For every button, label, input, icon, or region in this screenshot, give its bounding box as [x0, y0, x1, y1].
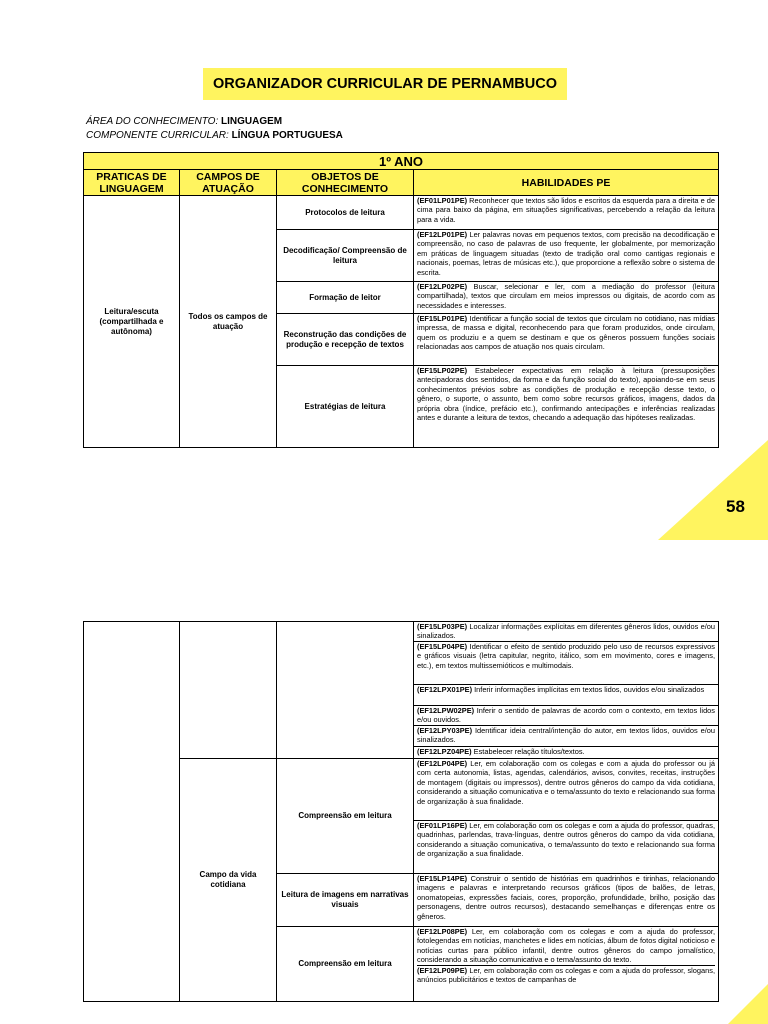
skill-text: Inferir informações implícitas em textos lidos, ouvidos e/ou sinalizados — [472, 685, 705, 694]
object-cell: Compreensão em leitura — [277, 759, 414, 874]
skill-text: Ler, em colaboração com os colegas e com a ajuda do professor, slogans, anúncios publicitários e textos de campanhas de — [417, 965, 715, 985]
field-cell: Todos os campos de atuação — [180, 196, 277, 448]
skill-code: (EF12LP01PE) — [417, 230, 468, 239]
skill-text: Ler, em colaboração com os colegas e com a ajuda do professor ou já com certa autonomia, listas, agendas, calendários, avisos, convites, receitas, instruções de montagem (digitais ou impressos), dentre outros gêneros do campo da vida cotidiana, considerando a situação comunicativa e o tema/assunto do texto e relacionando sua forma de organização à sua finalidade. — [417, 759, 715, 806]
skill-cell — [414, 821, 719, 874]
skill-cell — [414, 366, 719, 448]
skill-code: (EF15LP04PE) — [417, 642, 468, 651]
skill-cell — [414, 230, 719, 282]
skill-code: (EF12LPY03PE) — [417, 726, 473, 735]
object-cell: Reconstrução das condições de produção e recepção de textos — [277, 314, 414, 366]
page-number: 58 — [726, 497, 745, 516]
skill-code: (EF12LP08PE) — [417, 927, 468, 936]
skill-cell — [414, 622, 719, 642]
skill-cell — [414, 759, 719, 821]
skill-text: Identificar ideia central/intenção do autor, em textos lidos, ouvidos e/ou sinalizados. — [417, 726, 715, 745]
skill-text: Reconhecer que textos são lidos e escritos da esquerda para a direita e de cima para baixo da página, em situações significativas, percebendo a relação da leitura para a vida. — [417, 196, 715, 224]
skill-text: Inferir o sentido de palavras de acordo com o contexto, em textos lidos e/ou ouvidos. — [417, 706, 715, 725]
curriculum-table-1 — [83, 152, 719, 448]
skill-cell — [414, 642, 719, 685]
object-cell-empty — [277, 622, 414, 759]
field-cell: Campo da vida cotidiana — [180, 759, 277, 1002]
skill-code: (EF12LP02PE) — [417, 282, 468, 291]
skill-entry — [417, 927, 715, 966]
skill-code: (EF12LP09PE) — [417, 965, 468, 975]
curriculum-table-2 — [83, 621, 719, 1002]
field-cell-empty — [180, 622, 277, 759]
header-practices: PRATICAS DE LINGUAGEM — [84, 170, 180, 196]
skill-cell — [414, 874, 719, 927]
skill-text: Identificar o efeito de sentido produzido pelo uso de recursos expressivos e gráficos visuais (letra capitular, negrito, itálico, som em movimento, cores e imagens, etc.), em textos multissemióticos e multimodais. — [417, 642, 715, 670]
skill-text: Construir o sentido de histórias em quadrinhos e tirinhas, relacionando imagens e palavras e interpretando recursos gráficos (tipos de balões, de letras, onomatopeias, expressões faciais, cores, proporção, profundidade, brilho, posição das personagens, dentre outros recursos), destacando semelhanças e diferenças entre os gêneros. — [417, 874, 715, 921]
skill-cell — [414, 747, 719, 759]
practice-cell-empty — [84, 622, 180, 1002]
practice-cell: Leitura/escuta (compartilhada e autônoma) — [84, 196, 180, 448]
skill-cell — [414, 196, 719, 230]
skill-cell — [414, 927, 719, 1002]
skill-code: (EF12LPW02PE) — [417, 706, 475, 715]
area-label: ÁREA DO CONHECIMENTO: — [86, 116, 219, 127]
skill-code: (EF12LPZ04PE) — [417, 747, 472, 756]
header-skills: HABILIDADES PE — [414, 170, 719, 196]
page-corner-decoration-bottom — [728, 984, 768, 1024]
object-cell: Estratégias de leitura — [277, 366, 414, 448]
skill-code: (EF12LP04PE) — [417, 759, 468, 768]
object-cell: Compreensão em leitura — [277, 927, 414, 1002]
skill-cell — [414, 685, 719, 706]
object-cell: Formação de leitor — [277, 282, 414, 314]
skill-cell — [414, 282, 719, 314]
skill-code: (EF01LP01PE) — [417, 196, 468, 205]
skill-code: (EF15LP01PE) — [417, 314, 468, 323]
object-cell: Protocolos de leitura — [277, 196, 414, 230]
area-value: LINGUAGEM — [221, 116, 283, 127]
skill-code: (EF15LP02PE) — [417, 366, 468, 375]
skill-text: Identificar a função social de textos que circulam no cotidiano, nas mídias impressa, de massa e digital, reconhecendo para que foram produzidos, onde circulam, quem os produziu e a quem se destinam e que os gêneros possuem funções sociais relacionadas aos campos de atuação nos quais circulam. — [417, 314, 715, 352]
year-header: 1º ANO — [84, 153, 719, 170]
component-value: LÍNGUA PORTUGUESA — [231, 130, 343, 141]
skill-code: (EF15LP14PE) — [417, 874, 468, 883]
skill-text: Ler, em colaboração com os colegas e com a ajuda do professor, fotolegendas em notícias, manchetes e lides em notícias, álbum de fotos digital noticioso e notícias curtas para público infantil, dentre outros gêneros do campo jornalístico, considerando a situação comunicativa e o tema/assunto do texto. — [417, 927, 715, 965]
skill-text: Ler, em colaboração com os colegas e com a ajuda do professor, quadras, quadrinhas, parlendas, trava-línguas, dentre outros gêneros do campo da vida cotidiana, considerando a situação comunicativa, o tema/assunto do texto e relacionando sua forma de organização a sua finalidade. — [417, 821, 715, 859]
object-cell: Decodificação/ Compreensão de leitura — [277, 230, 414, 282]
skill-code: (EF12LPX01PE) — [417, 685, 473, 694]
document-title: ORGANIZADOR CURRICULAR DE PERNAMBUCO — [203, 68, 567, 100]
skill-cell — [414, 706, 719, 726]
skill-code: (EF15LP03PE) — [417, 622, 468, 631]
page-corner-decoration — [658, 440, 768, 540]
component-line — [86, 130, 343, 141]
header-objects: OBJETOS DE CONHECIMENTO — [277, 170, 414, 196]
area-line — [86, 116, 282, 127]
skill-text: Localizar informações explícitas em diferentes gêneros lidos, ouvidos e/ou sinalizados. — [417, 622, 715, 641]
skill-entry — [417, 966, 715, 985]
skill-text: Buscar, selecionar e ler, com a mediação do professor (leitura compartilhada), textos que circulam em meios impressos ou digitais, de acordo com as necessidades e interesses. — [417, 282, 715, 310]
skill-code: (EF01LP16PE) — [417, 821, 468, 830]
skill-text: Ler palavras novas em pequenos textos, com precisão na decodificação e compreensão, no caso de palavras de uso frequente, ler globalmente, por memorização em práticas de linguagem situadas (texto de tradição oral como cantigas regionais e nacionais, poemas, letras de músicas etc.), que proporcione a reflexão sobre o sistema de escrita. — [417, 230, 715, 277]
skill-text: Estabelecer expectativas em relação à leitura (pressuposições antecipadoras dos sentidos, da forma e da função social do texto), apoiando-se em seus conhecimentos prévios sobre as condições de produção e recepção desse texto, o gênero, o suporte, o assunto, bem como sobre recursos gráficos, imagens, dados da própria obra (índice, prefácio etc.), confirmando antecipações e inferências realizadas antes e durante a leitura de textos, checando a adequação das hipóteses realizadas. — [417, 366, 715, 423]
object-cell: Leitura de imagens em narrativas visuais — [277, 874, 414, 927]
skill-text: Estabelecer relação títulos/textos. — [471, 747, 585, 756]
skill-cell — [414, 314, 719, 366]
component-label: COMPONENTE CURRICULAR: — [86, 130, 229, 141]
skill-cell — [414, 726, 719, 747]
header-fields: CAMPOS DE ATUAÇÃO — [180, 170, 277, 196]
